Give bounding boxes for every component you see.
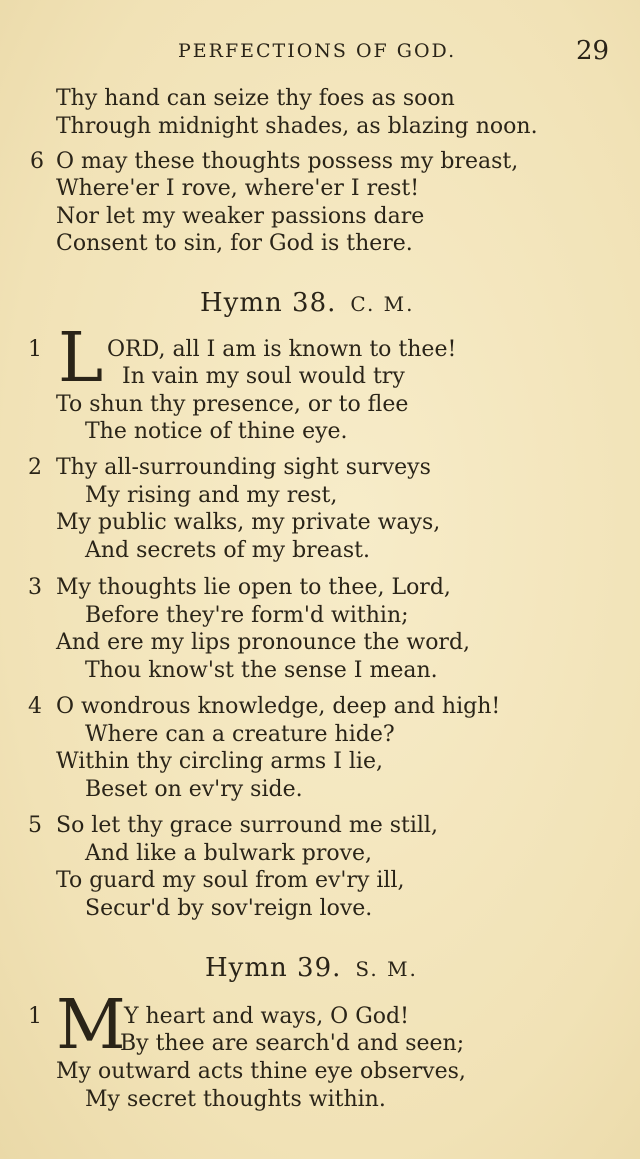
- verse-line: Thy hand can seize thy foes as soon: [56, 86, 455, 111]
- hymn-meter: S. M.: [355, 957, 418, 981]
- hymn-title-text: Hymn 39.: [205, 953, 342, 983]
- verse-line: Within thy circling arms I lie,: [56, 749, 383, 774]
- verse-line: So let thy grace surround me still,: [56, 813, 438, 838]
- verse-line: Thou know'st the sense I mean.: [85, 658, 438, 683]
- stanza-number: 1: [28, 337, 42, 362]
- verse-line: My thoughts lie open to thee, Lord,: [56, 575, 451, 600]
- drop-cap: M: [56, 986, 126, 1065]
- hymn-38-title: [200, 288, 415, 318]
- verse-line: ORD, all I am is known to thee!: [107, 337, 457, 362]
- page-header: [0, 36, 640, 70]
- verse-line: Y heart and ways, O God!: [124, 1004, 409, 1029]
- verse-line: My outward acts thine eye observes,: [56, 1059, 466, 1084]
- page-number: 29: [576, 36, 610, 66]
- verse-line: Secur'd by sov'reign love.: [85, 896, 373, 921]
- stanza-number: 3: [28, 575, 42, 600]
- verse-line: My public walks, my private ways,: [56, 510, 441, 535]
- verse-line: My secret thoughts within.: [85, 1087, 386, 1112]
- verse-line: Nor let my weaker passions dare: [56, 204, 425, 229]
- verse-line: Through midnight shades, as blazing noon.: [56, 114, 538, 139]
- stanza-number: 5: [28, 813, 42, 838]
- stanza-number: 4: [28, 694, 42, 719]
- verse-line: My rising and my rest,: [85, 483, 338, 508]
- stanza-number: 6: [30, 149, 44, 174]
- verse-line: And secrets of my breast.: [85, 538, 370, 563]
- hymn-39-title: [205, 953, 418, 983]
- verse-line: Thy all-surrounding sight surveys: [56, 455, 431, 480]
- verse-line: To shun thy presence, or to flee: [56, 392, 409, 417]
- verse-line: Beset on ev'ry side.: [85, 777, 303, 802]
- verse-line: Where'er I rove, where'er I rest!: [56, 176, 420, 201]
- verse-line: And ere my lips pronounce the word,: [56, 630, 471, 655]
- hymn-title-text: Hymn 38.: [200, 288, 337, 318]
- verse-line: In vain my soul would try: [122, 364, 405, 389]
- running-head: PERFECTIONS OF GOD.: [178, 40, 457, 62]
- verse-line: Where can a creature hide?: [85, 722, 395, 747]
- drop-cap: L: [58, 319, 104, 398]
- verse-line: And like a bulwark prove,: [85, 841, 373, 866]
- verse-line: Consent to sin, for God is there.: [56, 231, 413, 256]
- hymn-meter: C. M.: [350, 292, 415, 316]
- stanza-number: 2: [28, 455, 42, 480]
- verse-line: The notice of thine eye.: [85, 419, 348, 444]
- verse-line: To guard my soul from ev'ry ill,: [56, 868, 405, 893]
- verse-line: By thee are search'd and seen;: [120, 1031, 465, 1056]
- verse-line: O may these thoughts possess my breast,: [56, 149, 519, 174]
- verse-line: O wondrous knowledge, deep and high!: [56, 694, 501, 719]
- stanza-number: 1: [28, 1004, 42, 1029]
- verse-line: Before they're form'd within;: [85, 603, 409, 628]
